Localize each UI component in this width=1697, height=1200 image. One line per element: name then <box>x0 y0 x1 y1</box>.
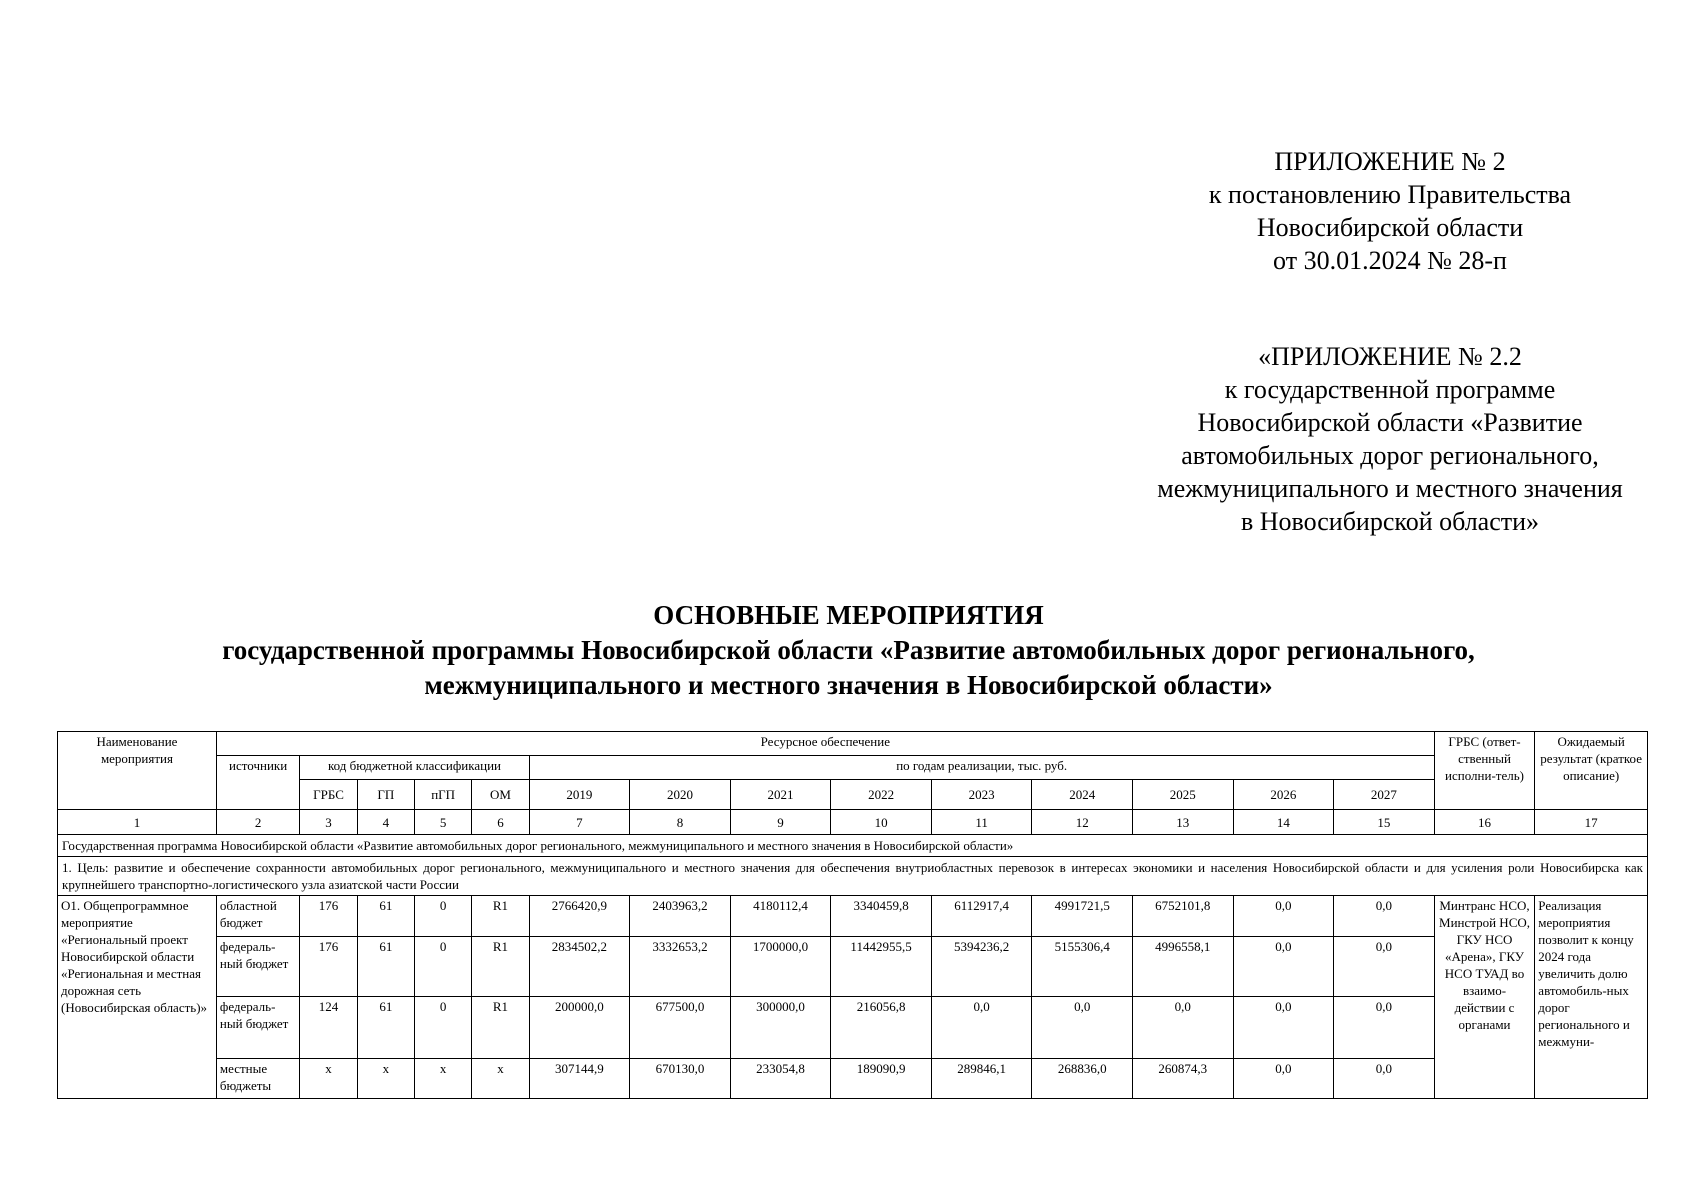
header-grbs-executor: ГРБС (ответ-ственный исполни-тель) <box>1434 732 1535 810</box>
table-row <box>58 937 1648 997</box>
header-om: ОМ <box>472 780 529 810</box>
column-index: 1 <box>58 810 217 835</box>
header-year: 2026 <box>1233 780 1334 810</box>
header-gp: ГП <box>357 780 414 810</box>
column-index: 8 <box>630 810 731 835</box>
year-value: 4996558,1 <box>1132 937 1233 997</box>
code-pgp: 0 <box>414 997 471 1059</box>
title-line: ОСНОВНЫЕ МЕРОПРИЯТИЯ <box>653 600 1044 630</box>
year-value: 3340459,8 <box>831 896 932 937</box>
year-value: 268836,0 <box>1032 1059 1133 1099</box>
year-value: 216056,8 <box>831 997 932 1059</box>
title-line: государственной программы Новосибирской области «Развитие автомобильных дорог регионального, <box>222 635 1475 665</box>
activity-name: О1. Общепрограммное мероприятие «Региональный проект Новосибирской области «Региональная и местная дорожная сеть (Новосибирская область)» <box>58 896 217 1099</box>
goal-row: 1. Цель: развитие и обеспечение сохранности автомобильных дорог регионального, межмуниципального и местного значения для обеспечения внутриобластных перевозок в интересах экономики и населения Новосибирской области и для усиления роли Новосибирска как крупнейшего транспортно-логистического узла азиатской части России <box>58 857 1648 896</box>
year-value: 189090,9 <box>831 1059 932 1099</box>
appendix-line: межмуниципального и местного значения <box>1157 474 1623 503</box>
column-index: 4 <box>357 810 414 835</box>
code-grbs: 124 <box>300 997 357 1059</box>
year-value: 0,0 <box>1233 937 1334 997</box>
column-index: 7 <box>529 810 630 835</box>
appendix-line: ПРИЛОЖЕНИЕ № 2 <box>1274 147 1506 176</box>
header-pgp: пГП <box>414 780 471 810</box>
appendix-line: «ПРИЛОЖЕНИЕ № 2.2 <box>1258 342 1522 371</box>
year-value: 0,0 <box>1032 997 1133 1059</box>
appendix-line: Новосибирской области «Развитие <box>1197 408 1583 437</box>
code-om: R1 <box>472 937 529 997</box>
year-value: 1700000,0 <box>730 937 831 997</box>
year-value: 307144,9 <box>529 1059 630 1099</box>
appendix-line: к постановлению Правительства <box>1208 180 1572 209</box>
expected-result: Реализация мероприятия позволит к концу 2024 года увеличить долю автомобиль-ных дорог регионального и межмуни- <box>1535 896 1648 1099</box>
year-value: 0,0 <box>1334 896 1435 937</box>
column-index: 17 <box>1535 810 1648 835</box>
header-activity-name: Наименование мероприятия <box>58 732 217 810</box>
code-pgp: 0 <box>414 896 471 937</box>
column-index: 6 <box>472 810 529 835</box>
year-value: 2834502,2 <box>529 937 630 997</box>
table-row <box>58 997 1648 1059</box>
header-budget-code: код бюджетной классификации <box>300 756 529 780</box>
code-gp: 61 <box>357 937 414 997</box>
column-index: 2 <box>216 810 299 835</box>
header-grbs: ГРБС <box>300 780 357 810</box>
year-value: 5394236,2 <box>931 937 1032 997</box>
table-row <box>58 896 1648 937</box>
responsible-executor: Минтранс НСО, Минстрой НСО, ГКУ НСО «Арена», ГКУ НСО ТУАД во взаимо-действии с органами <box>1434 896 1535 1099</box>
year-value: 6752101,8 <box>1132 896 1233 937</box>
activities-table <box>57 731 1648 1099</box>
code-gp: 61 <box>357 896 414 937</box>
column-index: 13 <box>1132 810 1233 835</box>
year-value: 2403963,2 <box>630 896 731 937</box>
year-value: 670130,0 <box>630 1059 731 1099</box>
title-line: межмуниципального и местного значения в Новосибирской области» <box>424 670 1273 700</box>
header-year: 2027 <box>1334 780 1435 810</box>
appendix-line: от 30.01.2024 № 28-п <box>1273 246 1507 275</box>
header-expected-result: Ожидаемый результат (краткое описание) <box>1535 732 1648 810</box>
year-value: 260874,3 <box>1132 1059 1233 1099</box>
appendix-header <box>1150 145 1630 277</box>
appendix-line: автомобильных дорог регионального, <box>1181 441 1599 470</box>
year-value: 0,0 <box>1334 1059 1435 1099</box>
code-om: x <box>472 1059 529 1099</box>
column-index-row <box>58 810 1648 835</box>
column-index: 3 <box>300 810 357 835</box>
code-grbs: 176 <box>300 937 357 997</box>
year-value: 5155306,4 <box>1032 937 1133 997</box>
program-row: Государственная программа Новосибирской области «Развитие автомобильных дорог регионального, межмуниципального и местного значения в Новосибирской области» <box>58 835 1648 857</box>
year-value: 300000,0 <box>730 997 831 1059</box>
header-year: 2021 <box>730 780 831 810</box>
year-value: 2766420,9 <box>529 896 630 937</box>
appendix-line: Новосибирской области <box>1256 213 1524 242</box>
program-appendix-header <box>1100 340 1680 538</box>
header-year: 2024 <box>1032 780 1133 810</box>
column-index: 5 <box>414 810 471 835</box>
funding-source: областной бюджет <box>216 896 299 937</box>
code-gp: x <box>357 1059 414 1099</box>
year-value: 0,0 <box>1233 1059 1334 1099</box>
header-by-years: по годам реализации, тыс. руб. <box>529 756 1434 780</box>
year-value: 0,0 <box>1334 997 1435 1059</box>
funding-source: местные бюджеты <box>216 1059 299 1099</box>
table-row <box>58 1059 1648 1099</box>
year-value: 4991721,5 <box>1032 896 1133 937</box>
year-value: 0,0 <box>931 997 1032 1059</box>
document-title <box>0 598 1697 703</box>
year-value: 0,0 <box>1132 997 1233 1059</box>
header-year: 2023 <box>931 780 1032 810</box>
year-value: 289846,1 <box>931 1059 1032 1099</box>
code-pgp: x <box>414 1059 471 1099</box>
header-year: 2025 <box>1132 780 1233 810</box>
column-index: 9 <box>730 810 831 835</box>
column-index: 16 <box>1434 810 1535 835</box>
year-value: 0,0 <box>1233 896 1334 937</box>
appendix-line: к государственной программе <box>1224 375 1556 404</box>
header-year: 2022 <box>831 780 932 810</box>
year-value: 4180112,4 <box>730 896 831 937</box>
year-value: 6112917,4 <box>931 896 1032 937</box>
year-value: 677500,0 <box>630 997 731 1059</box>
column-index: 12 <box>1032 810 1133 835</box>
appendix-line: в Новосибирской области» <box>1240 507 1540 536</box>
year-value: 3332653,2 <box>630 937 731 997</box>
header-year: 2020 <box>630 780 731 810</box>
year-value: 233054,8 <box>730 1059 831 1099</box>
year-value: 0,0 <box>1334 937 1435 997</box>
header-sources: источники <box>216 756 299 810</box>
column-index: 11 <box>931 810 1032 835</box>
header-year: 2019 <box>529 780 630 810</box>
year-value: 0,0 <box>1233 997 1334 1059</box>
code-om: R1 <box>472 997 529 1059</box>
code-grbs: 176 <box>300 896 357 937</box>
column-index: 15 <box>1334 810 1435 835</box>
code-grbs: x <box>300 1059 357 1099</box>
funding-source: федераль-ный бюджет <box>216 937 299 997</box>
code-gp: 61 <box>357 997 414 1059</box>
year-value: 11442955,5 <box>831 937 932 997</box>
funding-source: федераль-ный бюджет <box>216 997 299 1059</box>
year-value: 200000,0 <box>529 997 630 1059</box>
header-resources: Ресурсное обеспечение <box>216 732 1434 756</box>
code-om: R1 <box>472 896 529 937</box>
column-index: 14 <box>1233 810 1334 835</box>
code-pgp: 0 <box>414 937 471 997</box>
column-index: 10 <box>831 810 932 835</box>
